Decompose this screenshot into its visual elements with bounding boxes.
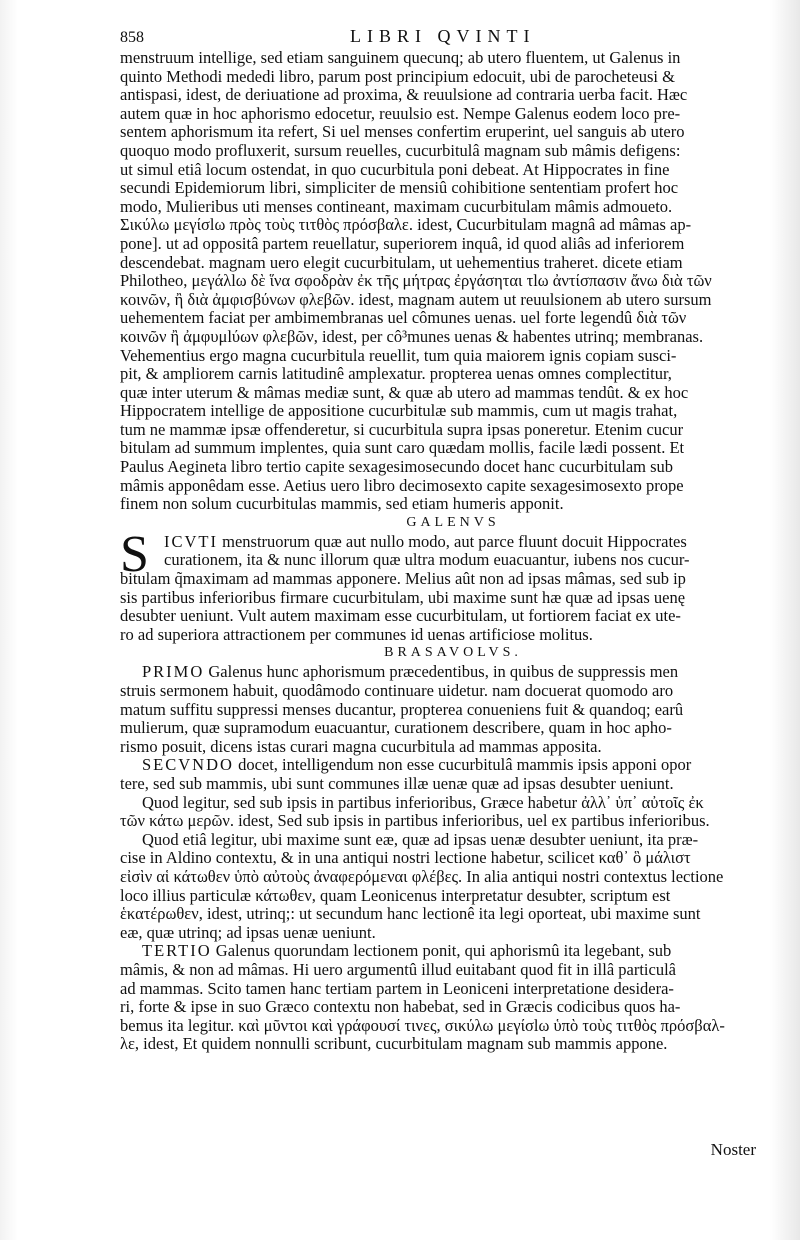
text-line: uehementem faciat per ambimembranas uel cômunes uenas. uel forte legendû διὰ τῶν xyxy=(120,309,687,328)
text-line: λε, idest, Et quidem nonnulli scribunt, cucurbitulam magnam sub mammis appone. xyxy=(120,1035,668,1054)
text-line: bitulam ad summum implentes, quia sunt caro quædam mollis, facile lædi possent. Et xyxy=(120,439,685,458)
text-line: rismo posuit, dicens istas curari magna cucurbitula ad mammas apposita. xyxy=(120,737,602,756)
drop-cap: S xyxy=(120,525,149,583)
section-heading-brasavolus: BRASAVOLVS. xyxy=(384,645,522,661)
text-line: sis partibus inferioribus firmare cucurbitulam, ubi maxime sunt hæ quæ ad ipsas uenę xyxy=(120,588,686,607)
text-line: ut simul etiâ locum ostendat, in quo cucurbitula poni debeat. At Hippocrates in fine xyxy=(120,160,670,179)
text-line: Quod etiâ legitur, ubi maxime sunt eæ, quæ ad ipsas uenæ desubter ueniunt, ita præ- xyxy=(142,830,699,849)
text-line: Hippocratem intellige de appositione cucurbitulæ sub mammis, cum ut magis trahat, xyxy=(120,402,678,421)
text-line: pone]. ut ad oppositâ partem reuellatur, superiorem inquâ, id quod aliâs ad inferiorem xyxy=(120,234,685,253)
text-line: mulierum, quæ supramodum euacuantur, curationem describere, quam in hoc apho- xyxy=(120,719,672,738)
running-title: LIBRI QVINTI xyxy=(350,26,536,46)
text-line: Vehementius ergo magna cucurbitula reuellit, tum quia maiorem ignis copiam susci- xyxy=(120,346,677,365)
text-line: ri, forte & ipse in suo Græco contextu non habebat, sed in Græcis codicibus quos ha- xyxy=(120,998,681,1017)
text-line: mâmis, & non ad mâmas. Hi uero argumentû illud euitabant quod fit in illâ particulâ xyxy=(120,960,676,979)
brasavolus-block xyxy=(120,663,756,1053)
text-line: pit, & ampliorem carnis latitudinê amplexatur. propterea uenas omnes complectitur, xyxy=(120,365,672,384)
text-line: struis sermonem habuit, quodâmodo continuare uidetur. nam docuerat quomodo aro xyxy=(120,682,674,700)
text-line: Philotheo, μεγάλlω δὲ ἵνα σφοδρὰν ἐκ τῆς μήτρας ἐργάσηται τlω ἀντίσπασιν ἄνω διὰ τῶν xyxy=(120,272,712,291)
text-line: antispasi, idest, de deriuatione ad proxima, & reuulsione ad contraria uerba facit. Hæc xyxy=(120,86,688,105)
text-line: Quod legitur, sed sub ipsis in partibus inferioribus, Græce habetur ἀλλ᾽ ὑπ᾽ αὐτοῖς ἐκ xyxy=(142,793,704,812)
section-heading-galenus: GALENVS xyxy=(406,514,500,530)
text-line: autem quæ in hoc aphorismo edocetur, reuulsio est. Nempe Galenus eodem loco pre- xyxy=(120,104,681,123)
text-line: finem non solum cucurbitulas mammis, sed etiam humeris apponit. xyxy=(120,495,564,514)
lead-word-secundo: SECVNDO xyxy=(142,756,234,775)
text-line: quoquo modo profluxerit, sursum reuelles, cucurbitulâ magnam sub mâmis defigens: xyxy=(120,141,681,160)
text-line: ad mammas. Scito tamen hanc tertiam partem in Leoniceni interpretatione desidera- xyxy=(120,979,674,998)
text-line: quinto Methodi mededi libro, parum post principium edocuit, ubi de parocheteusi & xyxy=(120,67,675,86)
page-number: 858 xyxy=(120,29,144,46)
catchword: Noster xyxy=(710,1140,756,1159)
text-line: descendebat. magnam uero elegit cucurbitulam, ut uehementius traheret. dicete etiam xyxy=(120,253,683,272)
galenus-block xyxy=(120,525,756,645)
text-line: curationem, ita & nunc illorum quæ ultra modum euacuantur, iubens nos cucur- xyxy=(164,551,690,570)
text-line: bitulam q̃maximam ad mammas apponere. Melius aût non ad ipsas mâmas, sed sub ip xyxy=(120,570,686,589)
text-line: κοινῶν, ἢ διὰ ἀμφισβύνων φλεβῶν. idest, magnam autem ut reuulsionem ab utero sursum xyxy=(120,290,712,309)
text-line: τῶν κάτω μερῶν. idest, Sed sub ipsis in partibus inferioribus, uel ex partibus inferioribus. xyxy=(120,812,710,831)
text-line: tere, sed sub mammis, ubi sunt communes illæ uenæ quæ ad ipsas desubter ueniunt. xyxy=(120,774,674,793)
text-line: κοινῶν ἢ ἀμφυμlύων φλεβῶν, idest, per cô³munes uenas & habentes utrinq; membranas. xyxy=(120,327,704,346)
lead-word: ICVTI xyxy=(164,532,218,551)
text-line: sentem aphorismum ita refert, Si uel menses confertim eruperint, uel sanguis ab utero xyxy=(120,123,685,142)
text-line: menstruum intellige, sed etiam sanguinem quecunq; ab utero fluentem, ut Galenus in xyxy=(120,49,681,67)
commentary-block xyxy=(120,49,756,514)
text-line: quæ inter uterum & mâmas mediæ sunt, & quæ ab utero ad mammas tendût. & ex hoc xyxy=(120,383,689,402)
running-head xyxy=(120,26,756,47)
text-line: εἰσὶν αἱ κάτωθεν ὑπὸ αὐτοὺς ἀναφερόμεναι φλέβες. In alia antiqui nostri contextus lectione xyxy=(120,867,724,886)
text-line: mâmis apponêdam esse. Aetius uero libro decimosexto capite sexagesimosexto prope xyxy=(120,476,684,495)
text-line: eæ, quæ utrinq; ad ipsas uenæ ueniunt. xyxy=(120,923,376,942)
text-line: Galenus hunc aphorismum præcedentibus, in quibus de suppressis men xyxy=(208,663,679,682)
text-line: Σικύλω μεγίσlω πρὸς τοὺς τιτθὸς πρόσβαλε. idest, Cucurbitulam magnâ ad mâmas ap- xyxy=(120,216,692,235)
text-line: modo, Mulieribus uti menses contineant, maximam cucurbitulam mâmis admoueto. xyxy=(120,197,673,216)
text-line: loco illius particulæ κάτωθεν, quam Leonicenus interpretatur desubter, scriptum est xyxy=(120,886,671,905)
text-line: cise in Aldino contextu, & in una antiqui nostri lectione habetur, scilicet καθ᾽ ὃ μάλιστ xyxy=(120,849,691,868)
text-line: ἑκατέρωθεν, idest, utrinq;: ut secundum hanc lectionê ita legi oporteat, ubi maxime sunt xyxy=(120,905,701,924)
text-line: menstruorum quæ aut nullo modo, aut parce fluunt docuit Hippocrates xyxy=(222,532,687,551)
text-line: Galenus quorundam lectionem ponit, qui aphorismû ita legebant, sub xyxy=(215,942,672,961)
text-line: tum ne mammæ ipsæ offenderetur, si cucurbitula supra ipsas poneretur. Etenim cucur xyxy=(120,420,684,439)
text-line: secundi Epidemiorum libri, simpliciter de mensiû cohibitione sententiam profert hoc xyxy=(120,179,679,198)
text-line: desubter ueniunt. Vult autem maximam esse cucurbitulam, ut fortiorem faciat ex ute- xyxy=(120,607,681,626)
text-line: bemus ita legitur. καὶ μῦντοι καὶ γράφουσί τινες, σικύλω μεγίσlω ὑπὸ τοὺς τιτθὸς πρόσβαλ- xyxy=(120,1016,725,1035)
text-line: ro ad superiora attractionem per communes id uenas artificiose molitus. xyxy=(120,625,593,644)
text-line: Paulus Aegineta libro tertio capite sexagesimosecundo docet hanc cucurbitulam sub xyxy=(120,458,674,477)
text-line: matum suffitu suppressi menses ducantur, propterea conueniens fuit & quandoq; earû xyxy=(120,700,684,719)
lead-word-tertio: TERTIO xyxy=(142,942,212,961)
lead-word-primo: PRIMO xyxy=(142,663,205,682)
text-line: docet, intelligendum non esse cucurbitulâ mammis ipsis apponi opor xyxy=(238,756,692,775)
